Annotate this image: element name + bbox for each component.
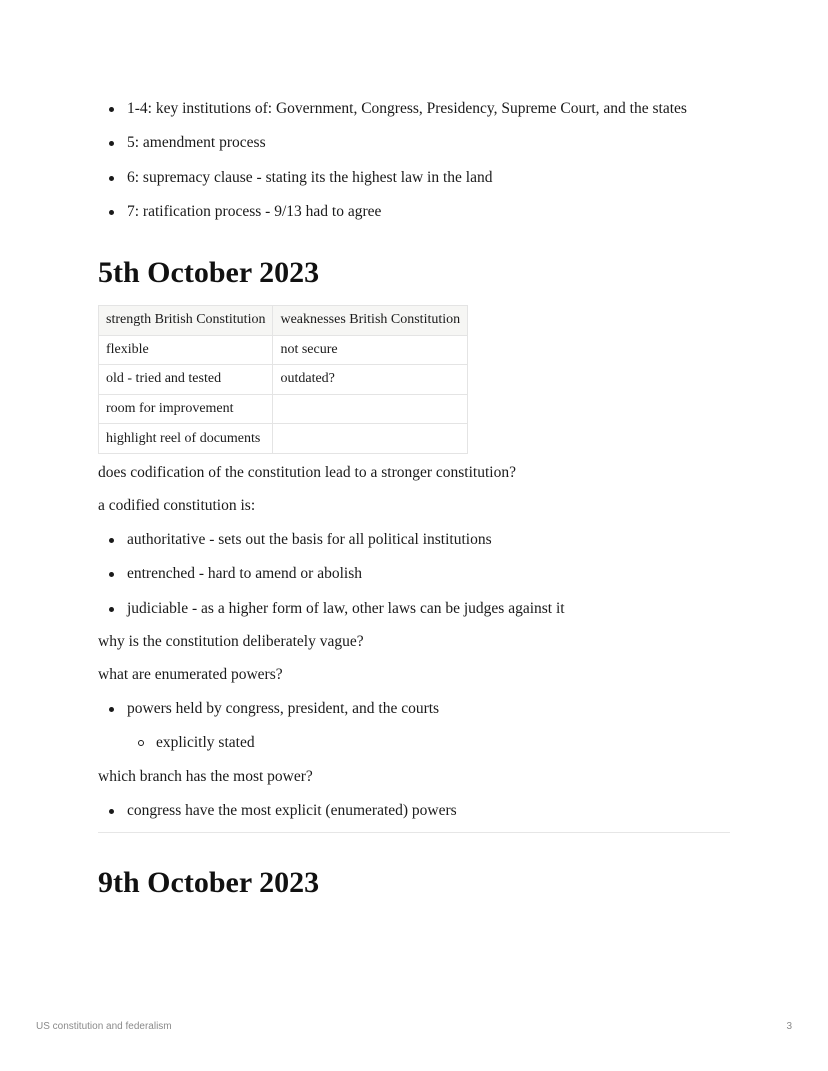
question-enumerated: what are enumerated powers? <box>98 666 283 683</box>
table-cell <box>273 394 468 424</box>
table-row <box>99 424 468 454</box>
table-cell: flexible <box>99 335 273 365</box>
table-cell: highlight reel of documents <box>99 424 273 454</box>
table-cell: not secure <box>273 335 468 365</box>
question-vague: why is the constitution deliberately vague? <box>98 633 364 650</box>
table-cell: old - tried and tested <box>99 365 273 395</box>
table-header-weaknesses: weaknesses British Constitution <box>273 306 468 336</box>
list-item: authoritative - sets out the basis for all political institutions <box>98 530 565 550</box>
constitution-table <box>98 305 468 454</box>
table-header-row <box>99 306 468 336</box>
list-item: 5: amendment process <box>98 133 687 153</box>
list-item: 1-4: key institutions of: Government, Congress, Presidency, Supreme Court, and the states <box>98 99 687 119</box>
footer-page-number: 3 <box>786 1021 792 1032</box>
articles-list <box>98 99 687 237</box>
footer-document-title: US constitution and federalism <box>36 1021 172 1032</box>
list-item: powers held by congress, president, and the courts <box>98 699 439 719</box>
horizontal-divider <box>98 832 730 833</box>
section-heading-5th-october: 5th October 2023 <box>98 256 320 289</box>
question-branch: which branch has the most power? <box>98 768 313 785</box>
enumerated-list <box>98 699 439 767</box>
table-header-strengths: strength British Constitution <box>99 306 273 336</box>
question-codification: does codification of the constitution lead to a stronger constitution? <box>98 464 516 481</box>
table-cell: outdated? <box>273 365 468 395</box>
table-row <box>99 335 468 365</box>
branch-list <box>98 801 457 835</box>
list-item: entrenched - hard to amend or abolish <box>98 564 565 584</box>
sub-list-item: explicitly stated <box>98 733 439 753</box>
list-item: 7: ratification process - 9/13 had to agree <box>98 202 687 222</box>
table-cell: room for improvement <box>99 394 273 424</box>
table-cell <box>273 424 468 454</box>
codified-list <box>98 530 565 633</box>
list-item: congress have the most explicit (enumerated) powers <box>98 801 457 821</box>
codified-intro: a codified constitution is: <box>98 497 256 514</box>
list-item: judiciable - as a higher form of law, other laws can be judges against it <box>98 599 565 619</box>
table-row <box>99 394 468 424</box>
list-item: 6: supremacy clause - stating its the highest law in the land <box>98 168 687 188</box>
section-heading-9th-october: 9th October 2023 <box>98 866 320 899</box>
table-row <box>99 365 468 395</box>
